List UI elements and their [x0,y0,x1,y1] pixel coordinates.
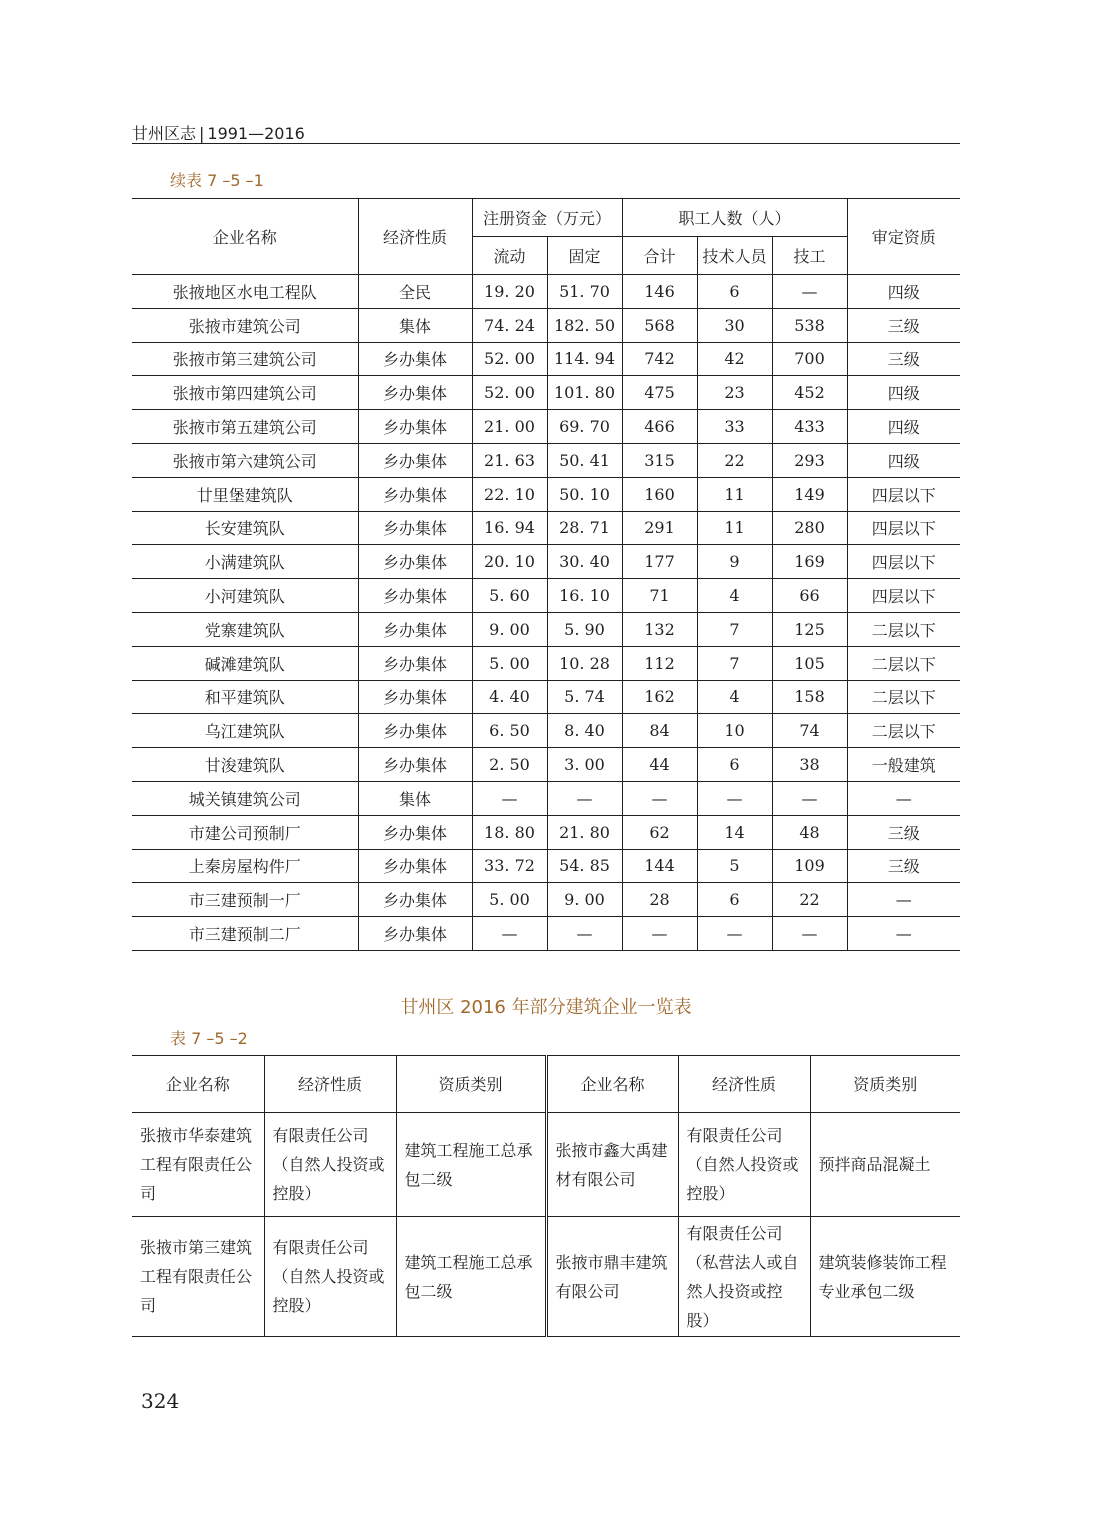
cell-staff-total: 146 [622,275,697,309]
cell-staff-skilled: 452 [772,376,847,410]
cell-capital-current: 6. 50 [472,714,547,748]
cell-staff-technical: 11 [697,477,772,511]
cell-capital-fixed: 50. 41 [547,443,622,477]
cell-staff-technical: 9 [697,545,772,579]
cell-grade: 三级 [847,342,960,376]
cell-staff-technical: 4 [697,579,772,613]
cell-nature: 集体 [358,308,472,342]
cell-capital-fixed: 51. 70 [547,275,622,309]
cell-qualification-2: 建筑装修装饰工程专业承包二级 [810,1217,960,1337]
cell-name: 党寨建筑队 [132,612,358,646]
cell-capital-fixed: 182. 50 [547,308,622,342]
cell-staff-total: 44 [622,748,697,782]
cell-nature: 乡办集体 [358,646,472,680]
enterprise-table-1 [132,198,960,951]
table-row [132,511,960,545]
cell-nature: 集体 [358,781,472,815]
cell-capital-fixed: — [547,781,622,815]
t2-header-qualification: 资质类别 [396,1056,546,1113]
cell-nature: 乡办集体 [358,883,472,917]
cell-staff-technical: 6 [697,883,772,917]
cell-nature: 乡办集体 [358,748,472,782]
cell-grade: 四级 [847,275,960,309]
col-header-capital: 注册资金（万元） [472,199,622,237]
cell-capital-fixed: 10. 28 [547,646,622,680]
table-row [132,714,960,748]
book-years: 1991—2016 [207,124,305,143]
cell-staff-skilled: 149 [772,477,847,511]
cell-grade: 二层以下 [847,680,960,714]
cell-name: 张掖市第六建筑公司 [132,443,358,477]
cell-qualification: 建筑工程施工总承包二级 [396,1113,546,1217]
cell-grade: 四级 [847,443,960,477]
cell-staff-skilled: 125 [772,612,847,646]
cell-nature: 乡办集体 [358,545,472,579]
cell-capital-fixed: 30. 40 [547,545,622,579]
cell-capital-fixed: 50. 10 [547,477,622,511]
running-head [132,121,960,144]
cell-staff-technical: 6 [697,275,772,309]
cell-name: 碱滩建筑队 [132,646,358,680]
cell-nature: 乡办集体 [358,680,472,714]
cell-grade: — [847,883,960,917]
table-row [132,612,960,646]
cell-grade: 三级 [847,849,960,883]
cell-staff-skilled: 105 [772,646,847,680]
cell-staff-skilled: 48 [772,815,847,849]
col-header-name: 企业名称 [132,199,358,275]
cell-staff-technical: 11 [697,511,772,545]
col-header-staff: 职工人数（人） [622,199,847,237]
col-header-staff-skilled: 技工 [772,237,847,275]
cell-capital-current: 20. 10 [472,545,547,579]
cell-staff-technical: 5 [697,849,772,883]
cell-staff-skilled: — [772,781,847,815]
cell-staff-skilled: 169 [772,545,847,579]
cell-capital-fixed: 3. 00 [547,748,622,782]
cell-staff-skilled: — [772,275,847,309]
cell-nature: 全民 [358,275,472,309]
cell-capital-current: 9. 00 [472,612,547,646]
cell-nature: 乡办集体 [358,477,472,511]
cell-grade: — [847,917,960,951]
cell-staff-total: — [622,781,697,815]
cell-grade: 四级 [847,410,960,444]
cell-nature: 乡办集体 [358,342,472,376]
cell-staff-total: 71 [622,579,697,613]
table-row [132,308,960,342]
cell-name: 张掖市华泰建筑工程有限责任公司 [132,1113,264,1217]
cell-grade: 二层以下 [847,612,960,646]
cell-nature: 乡办集体 [358,410,472,444]
cell-staff-technical: 14 [697,815,772,849]
cell-name: 甘浚建筑队 [132,748,358,782]
cell-grade: 四层以下 [847,545,960,579]
cell-staff-total: 291 [622,511,697,545]
book-title: 甘州区志 [132,124,197,143]
cell-staff-total: 568 [622,308,697,342]
cell-nature: 乡办集体 [358,376,472,410]
table1-caption: 续表 7 –5 –1 [170,171,264,190]
col-header-nature: 经济性质 [358,199,472,275]
table-row [132,646,960,680]
cell-staff-technical: 42 [697,342,772,376]
cell-capital-fixed: 114. 94 [547,342,622,376]
cell-capital-current: 5. 00 [472,883,547,917]
cell-capital-current: 21. 63 [472,443,547,477]
table-row [132,883,960,917]
cell-staff-skilled: 280 [772,511,847,545]
cell-name: 小满建筑队 [132,545,358,579]
cell-grade: 二层以下 [847,646,960,680]
cell-staff-skilled: 66 [772,579,847,613]
cell-name: 张掖市建筑公司 [132,308,358,342]
cell-staff-total: — [622,917,697,951]
cell-capital-current: 22. 10 [472,477,547,511]
cell-name: 小河建筑队 [132,579,358,613]
cell-nature: 乡办集体 [358,612,472,646]
cell-staff-technical: 10 [697,714,772,748]
cell-grade: 四层以下 [847,579,960,613]
cell-staff-total: 466 [622,410,697,444]
cell-staff-total: 62 [622,815,697,849]
table-row [132,342,960,376]
cell-capital-fixed: 9. 00 [547,883,622,917]
cell-capital-current: 52. 00 [472,342,547,376]
cell-grade: 二层以下 [847,714,960,748]
cell-capital-fixed: 101. 80 [547,376,622,410]
cell-staff-total: 144 [622,849,697,883]
cell-staff-skilled: 22 [772,883,847,917]
t2-header-qualification-2: 资质类别 [810,1056,960,1113]
cell-nature: 乡办集体 [358,815,472,849]
running-head-separator: | [199,124,205,143]
cell-staff-total: 112 [622,646,697,680]
table-row [132,1113,960,1217]
cell-nature: 乡办集体 [358,511,472,545]
cell-staff-technical: 7 [697,646,772,680]
t2-header-nature: 经济性质 [264,1056,396,1113]
cell-staff-skilled: 109 [772,849,847,883]
cell-capital-fixed: 54. 85 [547,849,622,883]
table-row [132,545,960,579]
cell-grade: 四层以下 [847,477,960,511]
cell-capital-current: — [472,917,547,951]
cell-nature: 乡办集体 [358,714,472,748]
cell-staff-skilled: 74 [772,714,847,748]
cell-capital-current: 2. 50 [472,748,547,782]
cell-staff-total: 315 [622,443,697,477]
table-row [132,748,960,782]
cell-grade: 一般建筑 [847,748,960,782]
table-row [132,917,960,951]
cell-capital-current: 74. 24 [472,308,547,342]
cell-nature: 有限责任公司（自然人投资或控股） [264,1113,396,1217]
cell-capital-fixed: 5. 74 [547,680,622,714]
table-row [132,781,960,815]
table-row [132,680,960,714]
cell-name: 廿里堡建筑队 [132,477,358,511]
cell-staff-total: 132 [622,612,697,646]
cell-capital-fixed: 21. 80 [547,815,622,849]
cell-staff-total: 84 [622,714,697,748]
cell-nature: 乡办集体 [358,917,472,951]
cell-capital-current: 18. 80 [472,815,547,849]
cell-nature: 乡办集体 [358,443,472,477]
table-row [132,1217,960,1337]
cell-capital-current: 52. 00 [472,376,547,410]
cell-name: 长安建筑队 [132,511,358,545]
table-row [132,849,960,883]
col-header-staff-total: 合计 [622,237,697,275]
table-row [132,410,960,444]
cell-staff-technical: 33 [697,410,772,444]
cell-nature: 有限责任公司（自然人投资或控股） [264,1217,396,1337]
cell-grade: — [847,781,960,815]
cell-staff-skilled: 433 [772,410,847,444]
cell-nature: 乡办集体 [358,579,472,613]
cell-staff-total: 28 [622,883,697,917]
enterprise-table-2 [132,1055,960,1337]
cell-staff-total: 475 [622,376,697,410]
cell-staff-skilled: 700 [772,342,847,376]
col-header-grade: 审定资质 [847,199,960,275]
col-header-capital-fixed: 固定 [547,237,622,275]
cell-nature: 乡办集体 [358,849,472,883]
cell-qualification-2: 预拌商品混凝土 [810,1113,960,1217]
cell-staff-technical: — [697,781,772,815]
cell-grade: 四级 [847,376,960,410]
table-row [132,376,960,410]
cell-staff-skilled: — [772,917,847,951]
t2-header-name: 企业名称 [132,1056,264,1113]
cell-staff-total: 162 [622,680,697,714]
cell-name: 和平建筑队 [132,680,358,714]
cell-name: 张掖市第三建筑公司 [132,342,358,376]
cell-name-2: 张掖市鼎丰建筑有限公司 [546,1217,678,1337]
cell-grade: 四层以下 [847,511,960,545]
cell-capital-current: 4. 40 [472,680,547,714]
t2-header-name-2: 企业名称 [546,1056,678,1113]
cell-capital-fixed: 69. 70 [547,410,622,444]
cell-capital-fixed: — [547,917,622,951]
cell-name: 乌江建筑队 [132,714,358,748]
table-row [132,477,960,511]
cell-name-2: 张掖市鑫大禹建材有限公司 [546,1113,678,1217]
cell-name: 城关镇建筑公司 [132,781,358,815]
cell-staff-technical: 22 [697,443,772,477]
cell-staff-technical: 4 [697,680,772,714]
cell-nature-2: 有限责任公司（自然人投资或控股） [678,1113,810,1217]
table-row [132,815,960,849]
cell-capital-current: 5. 00 [472,646,547,680]
page-number: 324 [141,1389,180,1413]
cell-staff-skilled: 158 [772,680,847,714]
cell-staff-skilled: 38 [772,748,847,782]
cell-capital-fixed: 28. 71 [547,511,622,545]
cell-staff-technical: 7 [697,612,772,646]
cell-capital-current: 21. 00 [472,410,547,444]
cell-name: 市三建预制二厂 [132,917,358,951]
cell-staff-technical: 6 [697,748,772,782]
cell-name: 张掖市第五建筑公司 [132,410,358,444]
cell-staff-technical: — [697,917,772,951]
cell-nature-2: 有限责任公司（私营法人或自然人投资或控股） [678,1217,810,1337]
table2-title: 甘州区 2016 年部分建筑企业一览表 [400,997,692,1018]
cell-qualification: 建筑工程施工总承包二级 [396,1217,546,1337]
table-row [132,579,960,613]
cell-name: 市建公司预制厂 [132,815,358,849]
cell-staff-technical: 30 [697,308,772,342]
cell-staff-total: 160 [622,477,697,511]
cell-capital-current: 19. 20 [472,275,547,309]
cell-staff-total: 177 [622,545,697,579]
table-row [132,275,960,309]
cell-staff-technical: 23 [697,376,772,410]
cell-capital-current: 5. 60 [472,579,547,613]
cell-capital-current: 33. 72 [472,849,547,883]
cell-grade: 三级 [847,815,960,849]
cell-capital-fixed: 16. 10 [547,579,622,613]
cell-staff-skilled: 538 [772,308,847,342]
cell-capital-current: 16. 94 [472,511,547,545]
table-row [132,443,960,477]
col-header-capital-current: 流动 [472,237,547,275]
cell-capital-fixed: 5. 90 [547,612,622,646]
cell-name: 市三建预制一厂 [132,883,358,917]
t2-header-nature-2: 经济性质 [678,1056,810,1113]
table2-caption: 表 7 –5 –2 [170,1029,248,1048]
cell-name: 上秦房屋构件厂 [132,849,358,883]
cell-name: 张掖市第三建筑工程有限责任公司 [132,1217,264,1337]
cell-capital-current: — [472,781,547,815]
cell-staff-skilled: 293 [772,443,847,477]
cell-grade: 三级 [847,308,960,342]
col-header-staff-technical: 技术人员 [697,237,772,275]
cell-capital-fixed: 8. 40 [547,714,622,748]
cell-staff-total: 742 [622,342,697,376]
cell-name: 张掖市第四建筑公司 [132,376,358,410]
cell-name: 张掖地区水电工程队 [132,275,358,309]
